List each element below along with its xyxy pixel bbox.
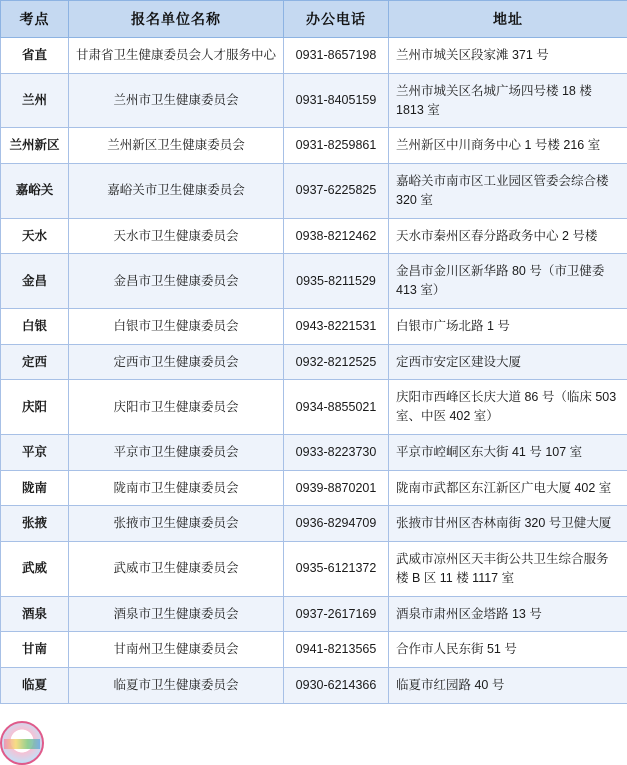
cell-site: 定西: [1, 344, 69, 380]
cell-address: 武威市凉州区天丰街公共卫生综合服务楼 B 区 11 楼 1117 室: [389, 542, 627, 597]
table-row: [1, 596, 627, 632]
column-header-site: 考点: [1, 1, 69, 38]
cell-phone: 0930-6214366: [284, 668, 389, 704]
cell-unit: 金昌市卫生健康委员会: [69, 254, 284, 309]
cell-unit: 临夏市卫生健康委员会: [69, 668, 284, 704]
table-row: [1, 73, 627, 128]
cell-phone: 0933-8223730: [284, 434, 389, 470]
cell-site: 平京: [1, 434, 69, 470]
table-row: [1, 668, 627, 704]
table-row: [1, 164, 627, 219]
cell-site: 兰州: [1, 73, 69, 128]
cell-address: 兰州市城关区名城广场四号楼 18 楼 1813 室: [389, 73, 627, 128]
cell-site: 嘉峪关: [1, 164, 69, 219]
cell-site: 陇南: [1, 470, 69, 506]
table-row: [1, 308, 627, 344]
table-row: [1, 218, 627, 254]
cell-address: 临夏市红园路 40 号: [389, 668, 627, 704]
cell-address: 平京市崆峒区东大街 41 号 107 室: [389, 434, 627, 470]
cell-address: 白银市广场北路 1 号: [389, 308, 627, 344]
column-header-address: 地址: [389, 1, 627, 38]
cell-address: 金昌市金川区新华路 80 号（市卫健委 413 室）: [389, 254, 627, 309]
table-header-row: [1, 1, 627, 38]
cell-phone: 0938-8212462: [284, 218, 389, 254]
cell-phone: 0935-8211529: [284, 254, 389, 309]
cell-phone: 0931-8259861: [284, 128, 389, 164]
cell-address: 兰州市城关区段家滩 371 号: [389, 38, 627, 74]
table-row: [1, 434, 627, 470]
cell-site: 甘南: [1, 632, 69, 668]
column-header-unit: 报名单位名称: [69, 1, 284, 38]
cell-unit: 天水市卫生健康委员会: [69, 218, 284, 254]
cell-unit: 陇南市卫生健康委员会: [69, 470, 284, 506]
cell-phone: 0943-8221531: [284, 308, 389, 344]
cell-site: 天水: [1, 218, 69, 254]
decorative-seal-icon: [0, 721, 44, 765]
cell-unit: 定西市卫生健康委员会: [69, 344, 284, 380]
table-row: [1, 470, 627, 506]
cell-phone: 0931-8405159: [284, 73, 389, 128]
cell-phone: 0934-8855021: [284, 380, 389, 435]
table-header: [1, 1, 627, 38]
cell-phone: 0937-2617169: [284, 596, 389, 632]
table-row: [1, 542, 627, 597]
cell-site: 兰州新区: [1, 128, 69, 164]
cell-address: 张掖市甘州区杏林南街 320 号卫健大厦: [389, 506, 627, 542]
cell-phone: 0936-8294709: [284, 506, 389, 542]
table-row: [1, 254, 627, 309]
cell-unit: 兰州新区卫生健康委员会: [69, 128, 284, 164]
cell-address: 酒泉市肃州区金塔路 13 号: [389, 596, 627, 632]
cell-unit: 甘肃省卫生健康委员会人才服务中心: [69, 38, 284, 74]
cell-phone: 0935-6121372: [284, 542, 389, 597]
cell-unit: 甘南州卫生健康委员会: [69, 632, 284, 668]
cell-site: 金昌: [1, 254, 69, 309]
table-row: [1, 380, 627, 435]
cell-address: 庆阳市西峰区长庆大道 86 号（临床 503 室、中医 402 室）: [389, 380, 627, 435]
cell-phone: 0931-8657198: [284, 38, 389, 74]
cell-address: 定西市安定区建设大厦: [389, 344, 627, 380]
cell-unit: 嘉峪关市卫生健康委员会: [69, 164, 284, 219]
table-row: [1, 632, 627, 668]
cell-site: 庆阳: [1, 380, 69, 435]
cell-site: 酒泉: [1, 596, 69, 632]
cell-phone: 0932-8212525: [284, 344, 389, 380]
cell-site: 武威: [1, 542, 69, 597]
table-row: [1, 128, 627, 164]
cell-site: 白银: [1, 308, 69, 344]
column-header-phone: 办公电话: [284, 1, 389, 38]
cell-site: 省直: [1, 38, 69, 74]
cell-address: 天水市秦州区春分路政务中心 2 号楼: [389, 218, 627, 254]
table-row: [1, 344, 627, 380]
cell-address: 合作市人民东街 51 号: [389, 632, 627, 668]
cell-address: 陇南市武都区东江新区广电大厦 402 室: [389, 470, 627, 506]
cell-phone: 0941-8213565: [284, 632, 389, 668]
cell-phone: 0937-6225825: [284, 164, 389, 219]
cell-unit: 白银市卫生健康委员会: [69, 308, 284, 344]
cell-unit: 平京市卫生健康委员会: [69, 434, 284, 470]
table-body: [1, 38, 627, 704]
cell-site: 临夏: [1, 668, 69, 704]
table-row: [1, 506, 627, 542]
table-row: [1, 38, 627, 74]
cell-address: 兰州新区中川商务中心 1 号楼 216 室: [389, 128, 627, 164]
cell-site: 张掖: [1, 506, 69, 542]
cell-phone: 0939-8870201: [284, 470, 389, 506]
cell-unit: 张掖市卫生健康委员会: [69, 506, 284, 542]
cell-unit: 兰州市卫生健康委员会: [69, 73, 284, 128]
cell-unit: 庆阳市卫生健康委员会: [69, 380, 284, 435]
cell-unit: 酒泉市卫生健康委员会: [69, 596, 284, 632]
cell-unit: 武威市卫生健康委员会: [69, 542, 284, 597]
cell-address: 嘉峪关市南市区工业园区管委会综合楼 320 室: [389, 164, 627, 219]
